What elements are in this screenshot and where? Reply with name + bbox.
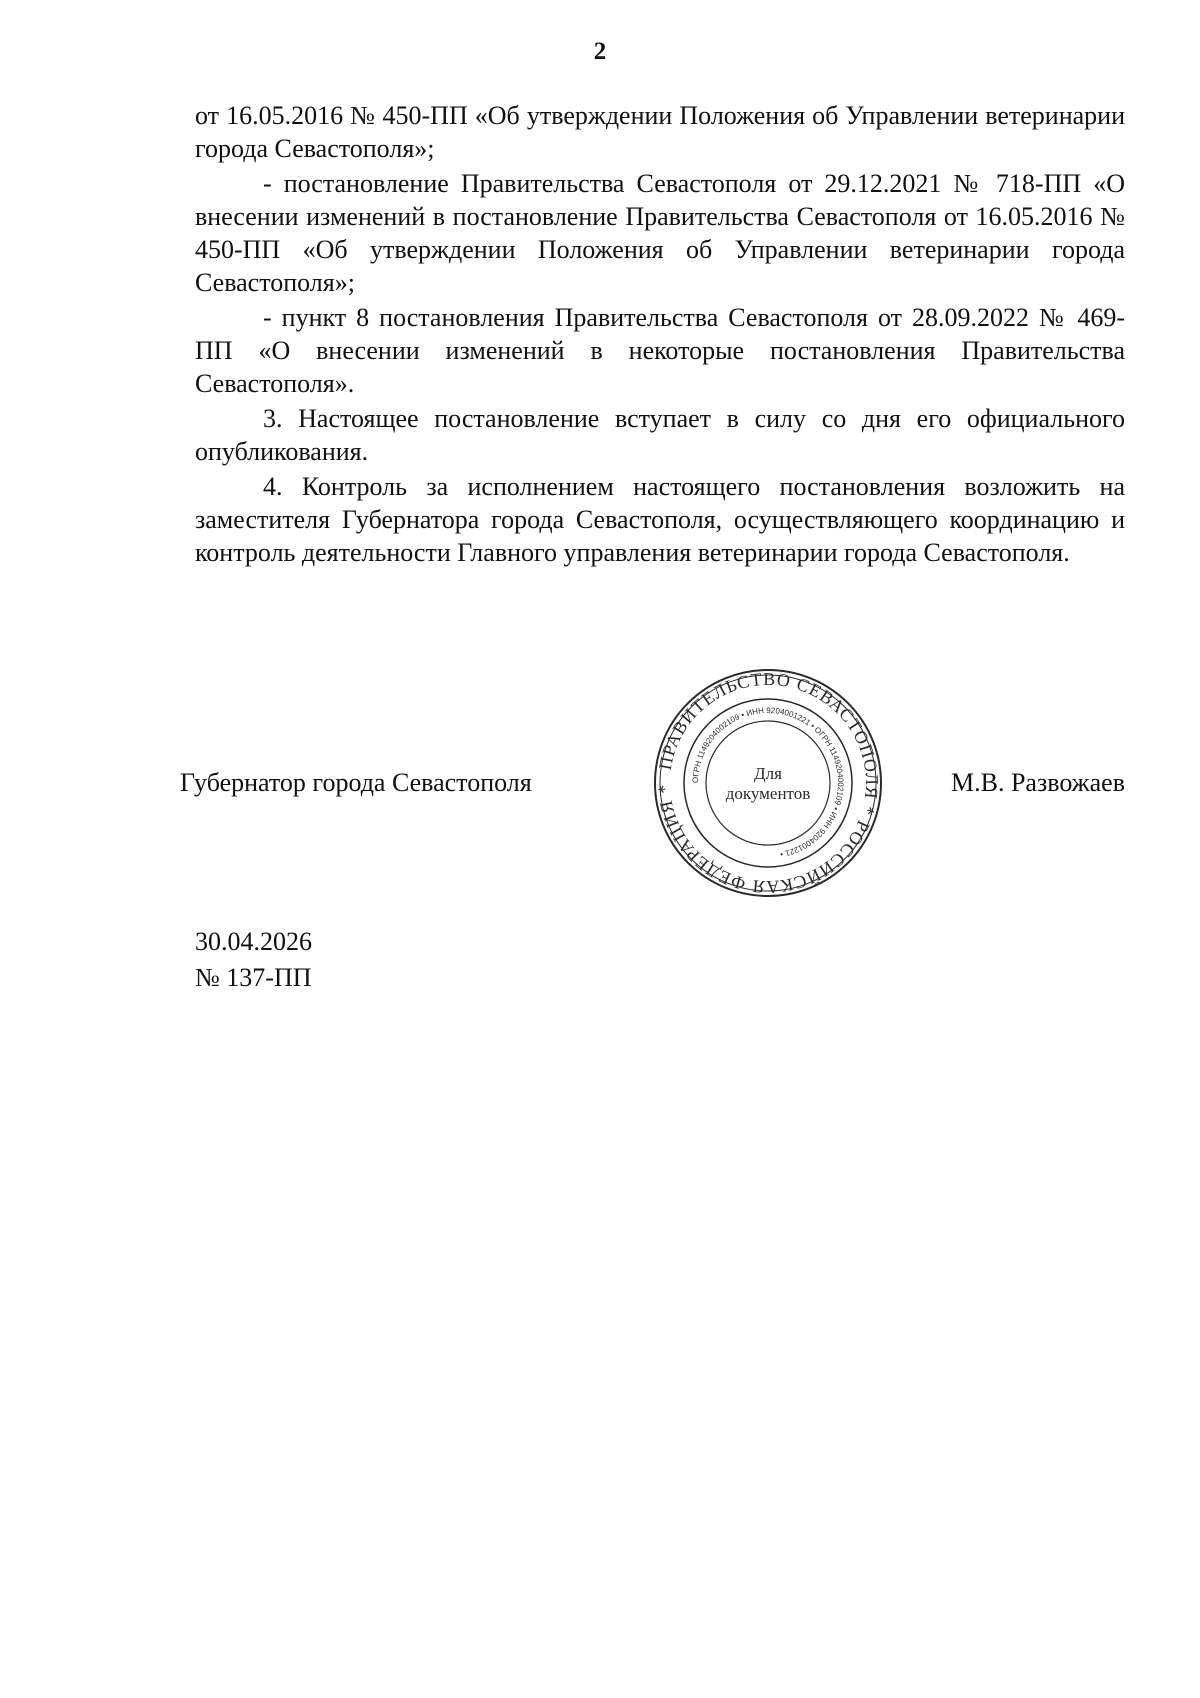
seal-inner-text: ОГРН 1149204002109 • ИНН 9204001221 • ОГРН 1149204002109 • ИНН 9204001221 • [690, 705, 846, 859]
paragraph-clause-3: 3. Настоящее постановление вступает в силу со дня его официального опубликования. [195, 404, 1125, 466]
document-date-number [195, 924, 312, 996]
paragraph-clause-4: 4. Контроль за исполнением настоящего постановления возложить на заместителя Губернатора города Севастополя, осуществляющего координацию и контроль деятельности Главного управления ветеринарии города Севастополя. [195, 472, 1125, 567]
document-body [195, 99, 1125, 571]
paragraph-list-item-1: - постановление Правительства Севастополя от 29.12.2021 № 718-ПП «О внесении изменений в постановление Правительства Севастополя от 16.05.2016 № 450-ПП «Об утверждении Положения об Управлении ветеринарии города Севастополя»; [195, 169, 1125, 297]
paragraph-continuation: от 16.05.2016 № 450-ПП «Об утверждении Положения об Управлении ветеринарии города Севастополя»; [195, 101, 1125, 163]
document-date: 30.04.2026 [195, 927, 312, 956]
seal-center-line-1: Для [754, 764, 782, 783]
document-number: № 137-ПП [195, 963, 312, 992]
seal-inner-ring [706, 721, 830, 845]
signatory-title: Губернатор города Севастополя [180, 768, 532, 797]
signatory-name: М.В. Развожаев [950, 768, 1125, 797]
paragraph-list-item-2: - пункт 8 постановления Правительства Севастополя от 28.09.2022 № 469-ПП «О внесении изменений в некоторые постановления Правительства Севастополя». [195, 303, 1125, 398]
official-seal [652, 667, 884, 899]
seal-outer-text: ПРАВИТЕЛЬСТВО СЕВАСТОПОЛЯ * РОССИЙСКАЯ ФЕДЕРАЦИЯ * [653, 668, 883, 898]
page-number: 2 [593, 38, 607, 65]
seal-center-line-2: документов [725, 784, 811, 803]
seal-middle-ring [684, 699, 852, 867]
